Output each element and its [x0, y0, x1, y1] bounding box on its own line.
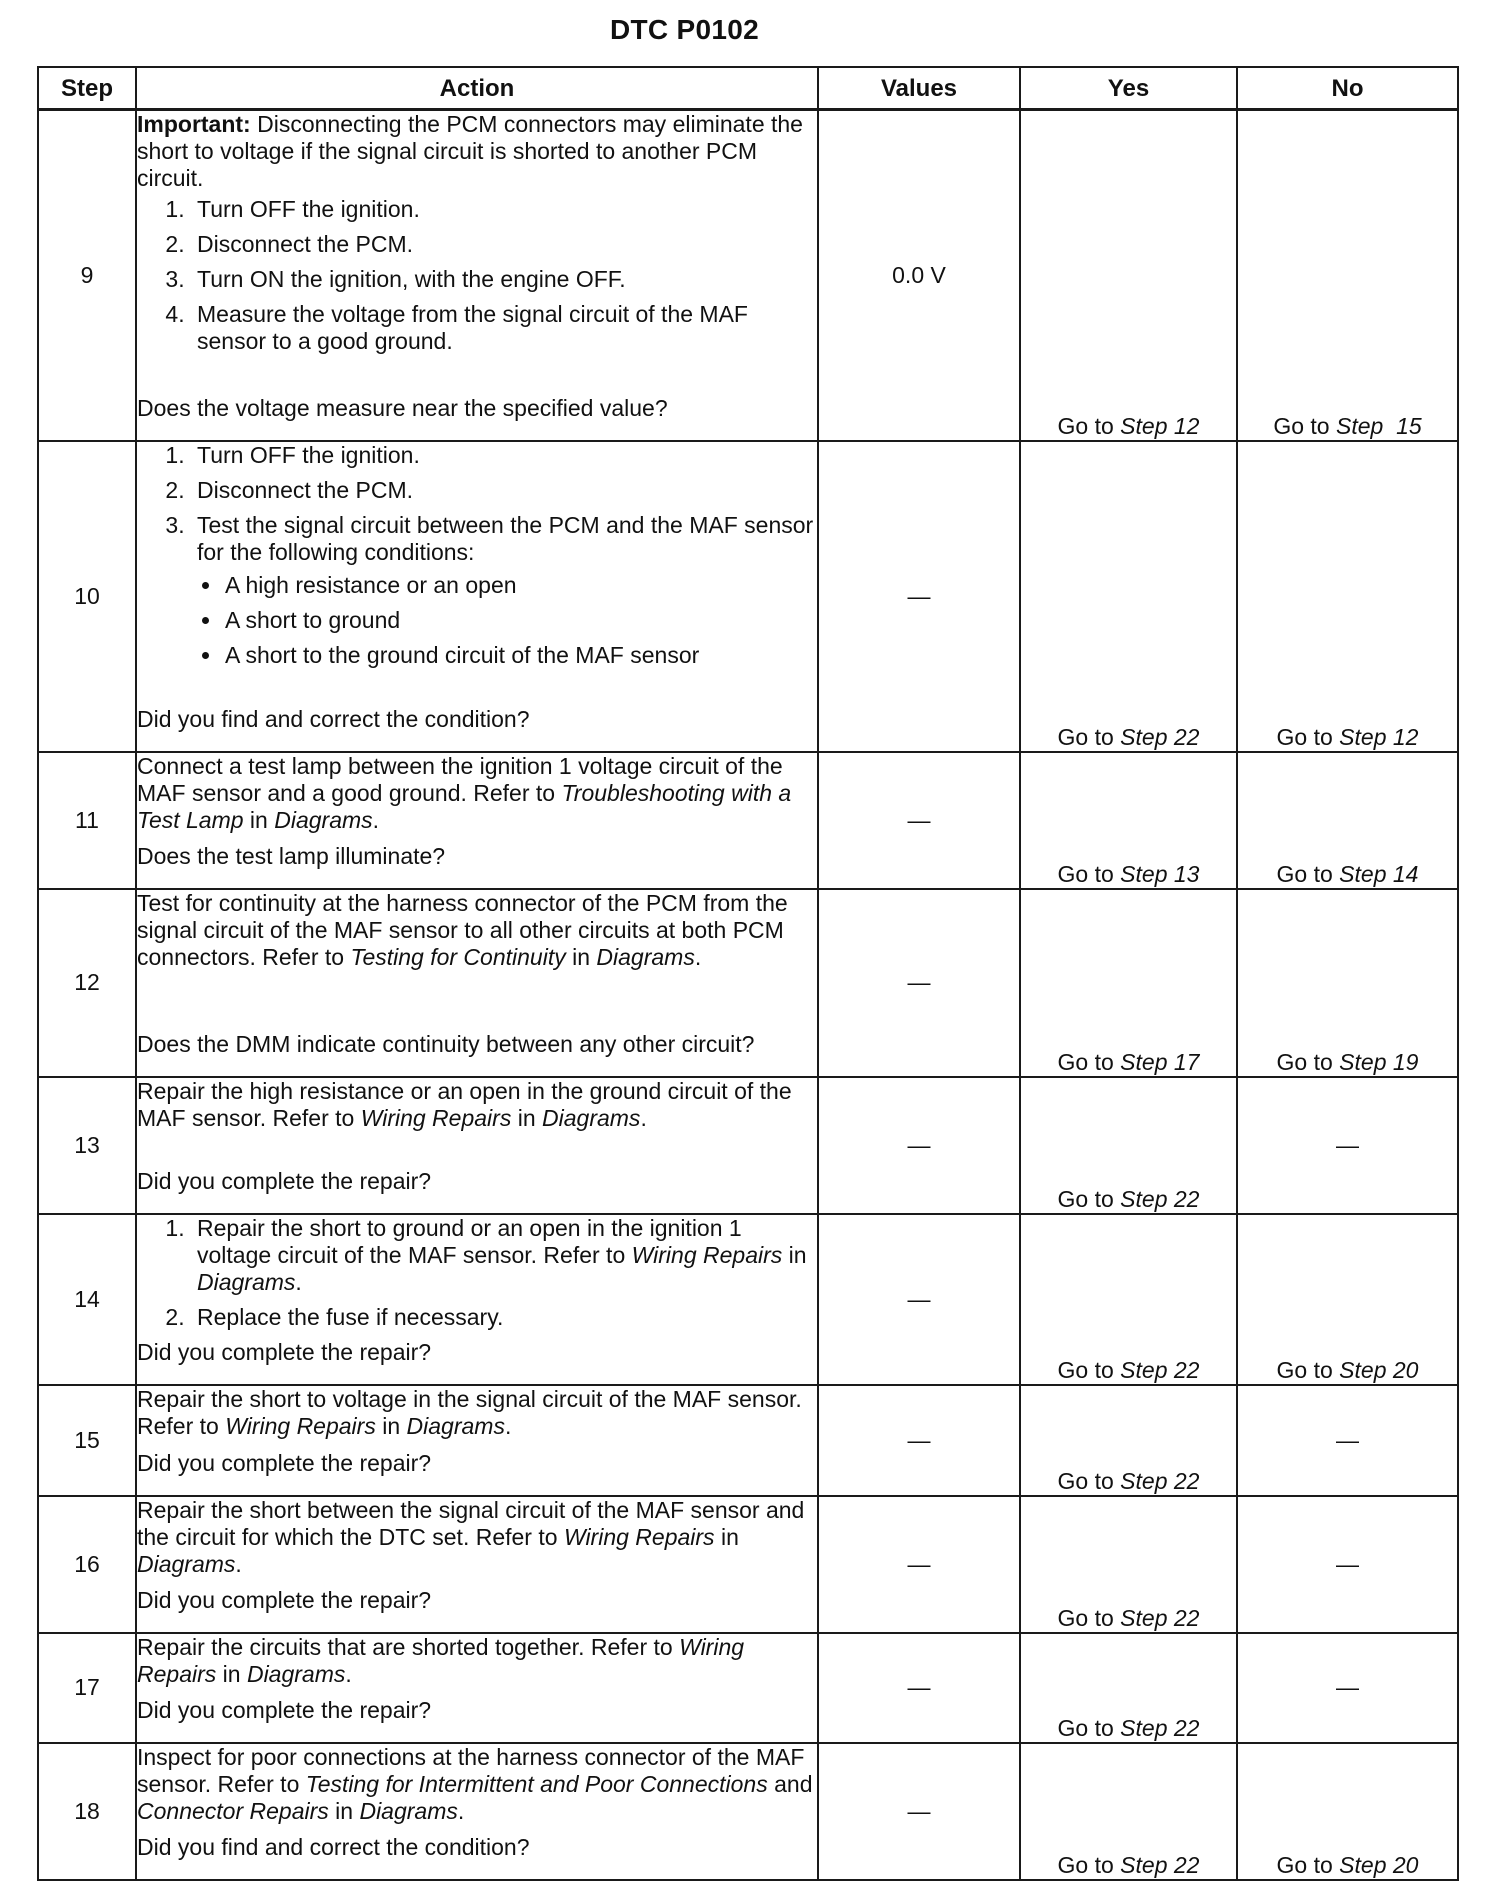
action-text-part: Repair the short to ground or an open in the ignition 1 voltage circuit of the MAF sensor. Refer to [197, 1214, 742, 1268]
action-step: 1. Turn OFF the ignition. [191, 196, 817, 223]
action-text-part: . [345, 1660, 352, 1687]
action-cell [136, 1633, 818, 1743]
column-header-step: Step [38, 67, 136, 110]
action-cell [136, 1496, 818, 1633]
condition-item: • A short to ground [223, 607, 817, 634]
action-text-part: . [372, 806, 380, 833]
value-cell: — [818, 1077, 1020, 1214]
no-cell: — [1237, 1496, 1458, 1633]
action-text [137, 753, 817, 834]
table-row [38, 1496, 1458, 1633]
action-cell [136, 110, 818, 441]
action-question: Did you find and correct the condition? [137, 705, 530, 732]
goto-prefix: Go to [1057, 1356, 1121, 1383]
action-question: Did you find and correct the condition? [137, 1833, 530, 1860]
value-cell: — [818, 1496, 1020, 1633]
table-row [38, 1633, 1458, 1743]
reference-link[interactable]: Diagrams [197, 1268, 296, 1295]
action-text-part: . [504, 1412, 512, 1439]
action-step: 2. Replace the fuse if necessary. [191, 1304, 817, 1331]
reference-link[interactable]: Testing for Continuity [350, 943, 566, 970]
column-header-no: No [1237, 67, 1458, 110]
yes-cell [1020, 1077, 1237, 1214]
reference-link[interactable]: Wiring Repairs [563, 1523, 715, 1550]
goto-step-link[interactable]: Step 20 [1339, 1356, 1419, 1383]
value-cell: — [818, 1385, 1020, 1496]
reference-link[interactable]: Diagrams [596, 943, 695, 970]
action-cell [136, 1077, 818, 1214]
action-text [137, 890, 817, 971]
action-text-part: and [767, 1770, 813, 1797]
value-cell: — [818, 1633, 1020, 1743]
action-text [137, 1386, 817, 1440]
action-step: 2. Disconnect the PCM. [191, 477, 817, 504]
reference-link[interactable]: Diagrams [246, 1660, 346, 1687]
no-cell: — [1237, 1077, 1458, 1214]
yes-cell [1020, 889, 1237, 1077]
table-row [38, 441, 1458, 752]
no-cell [1237, 110, 1458, 441]
action-step-text: Test the signal circuit between the PCM and the MAF sensor for the following conditions: [197, 511, 814, 565]
step-number: 9 [38, 110, 136, 441]
action-question: Does the test lamp illuminate? [137, 842, 446, 869]
goto-prefix: Go to [1276, 1356, 1340, 1383]
action-text-part: Test for continuity at the harness connector of the PCM from the signal circuit of the MAF sensor to all other circuits at both PCM connectors. Refer to [137, 889, 788, 970]
action-step [191, 512, 817, 669]
action-text-part: . [457, 1797, 465, 1824]
goto-prefix: Go to [1273, 412, 1336, 439]
step-number: 17 [38, 1633, 136, 1743]
action-text-part: in [565, 943, 597, 970]
goto-prefix: Go to [1057, 860, 1121, 887]
reference-link[interactable]: Troubleshooting with a Test Lamp [137, 779, 792, 833]
action-question: Did you complete the repair? [137, 1696, 432, 1723]
goto-prefix: Go to [1057, 1714, 1121, 1741]
goto-prefix: Go to [1276, 860, 1340, 887]
goto-step-link[interactable]: Step 19 [1339, 1048, 1419, 1075]
action-cell [136, 752, 818, 889]
step-number: 12 [38, 889, 136, 1077]
yes-cell [1020, 1385, 1237, 1496]
condition-item: • A short to the ground circuit of the MAF sensor [223, 642, 817, 669]
no-cell: — [1237, 1385, 1458, 1496]
goto-step-link[interactable]: Step 12 [1339, 723, 1419, 750]
action-text-part: . [295, 1268, 302, 1295]
action-question: Did you complete the repair? [137, 1586, 432, 1613]
action-text [137, 1497, 817, 1578]
goto-step-link[interactable]: Step 14 [1339, 860, 1419, 887]
goto-prefix: Go to [1057, 1185, 1121, 1212]
goto-step-link[interactable]: Step 20 [1339, 1851, 1419, 1878]
table-header-row [38, 67, 1458, 110]
value-cell: — [818, 752, 1020, 889]
step-number: 18 [38, 1743, 136, 1880]
action-cell [136, 1743, 818, 1880]
goto-step-link[interactable]: Step 12 [1120, 412, 1200, 439]
yes-cell [1020, 1633, 1237, 1743]
action-cell [136, 889, 818, 1077]
goto-step-link[interactable]: Step 15 [1335, 412, 1422, 439]
reference-link[interactable]: Wiring Repairs [360, 1104, 512, 1131]
action-cell [136, 441, 818, 752]
action-step: 2. Disconnect the PCM. [191, 231, 817, 258]
no-cell [1237, 1743, 1458, 1880]
value-cell: — [818, 1743, 1020, 1880]
table-row [38, 110, 1458, 441]
important-note [137, 111, 817, 192]
no-cell [1237, 752, 1458, 889]
action-question: Did you complete the repair? [137, 1167, 432, 1194]
goto-prefix: Go to [1057, 1048, 1121, 1075]
reference-link[interactable]: Wiring Repairs [137, 1633, 745, 1687]
diagnostic-table [37, 66, 1459, 1881]
table-row [38, 889, 1458, 1077]
goto-step-link[interactable]: Step 22 [1120, 1185, 1200, 1212]
reference-link[interactable]: Connector Repairs [137, 1797, 329, 1824]
no-cell [1237, 1214, 1458, 1385]
action-question: Does the DMM indicate continuity between any other circuit? [137, 1030, 755, 1057]
action-steps [137, 196, 817, 363]
action-text-part: in [511, 1104, 543, 1131]
action-cell [136, 1214, 818, 1385]
table-row [38, 1077, 1458, 1214]
action-steps [137, 1215, 817, 1339]
action-text-part: in [243, 806, 275, 833]
column-header-action: Action [136, 67, 818, 110]
condition-list [197, 572, 817, 669]
step-number: 10 [38, 441, 136, 752]
value-cell: — [818, 1214, 1020, 1385]
reference-link[interactable]: Wiring Repairs [631, 1241, 783, 1268]
goto-step-link[interactable]: Step 22 [1120, 723, 1200, 750]
table-row [38, 752, 1458, 889]
step-number: 14 [38, 1214, 136, 1385]
step-number: 13 [38, 1077, 136, 1214]
reference-link[interactable]: Diagrams [406, 1412, 505, 1439]
action-text-part: in [375, 1412, 407, 1439]
yes-cell [1020, 1743, 1237, 1880]
value-cell: — [818, 441, 1020, 752]
action-step: 3. Turn ON the ignition, with the engine OFF. [191, 266, 817, 293]
goto-step-link[interactable]: Step 22 [1120, 1604, 1200, 1631]
table-row [38, 1385, 1458, 1496]
goto-prefix: Go to [1057, 1851, 1121, 1878]
column-header-values: Values [818, 67, 1020, 110]
action-text-part: Repair the short between the signal circuit of the MAF sensor and the circuit for which the DTC set. Refer to [137, 1496, 805, 1550]
yes-cell [1020, 1214, 1237, 1385]
action-text [137, 1078, 817, 1132]
goto-step-link[interactable]: Step 22 [1120, 1356, 1200, 1383]
action-text-part: . [235, 1550, 242, 1577]
action-text-part: in [216, 1660, 247, 1687]
action-text-part: . [694, 943, 702, 970]
goto-step-link[interactable]: Step 22 [1120, 1467, 1200, 1494]
goto-prefix: Go to [1276, 1851, 1340, 1878]
yes-cell [1020, 1496, 1237, 1633]
goto-step-link[interactable]: Step 17 [1120, 1048, 1200, 1075]
step-number: 15 [38, 1385, 136, 1496]
action-text-part: in [328, 1797, 360, 1824]
yes-cell [1020, 110, 1237, 441]
value-cell: 0.0 V [818, 110, 1020, 441]
action-text-part: . [640, 1104, 647, 1131]
column-header-yes: Yes [1020, 67, 1237, 110]
action-text-part: Connect a test lamp between the ignition 1 voltage circuit of the MAF sensor and a good ground. Refer to [137, 752, 783, 806]
goto-step-link[interactable]: Step 13 [1120, 860, 1200, 887]
no-cell [1237, 441, 1458, 752]
goto-step-link[interactable]: Step 22 [1120, 1851, 1200, 1878]
action-text [137, 1634, 817, 1688]
goto-prefix: Go to [1276, 723, 1340, 750]
goto-prefix: Go to [1276, 1048, 1340, 1075]
action-step: 1. Turn OFF the ignition. [191, 442, 817, 469]
reference-link[interactable]: Diagrams [542, 1104, 641, 1131]
action-question: Does the voltage measure near the specified value? [137, 395, 668, 421]
reference-link[interactable]: Wiring Repairs [225, 1412, 376, 1439]
important-text: Disconnecting the PCM connectors may eliminate the short to voltage if the signal circuit is shorted to another PCM circuit. [137, 111, 803, 191]
goto-step-link[interactable]: Step 22 [1120, 1714, 1200, 1741]
table-row [38, 1214, 1458, 1385]
action-text-part: Repair the short to voltage in the signal circuit of the MAF sensor. Refer to [137, 1385, 802, 1439]
goto-prefix: Go to [1057, 1467, 1121, 1494]
action-question: Did you complete the repair? [137, 1338, 432, 1365]
important-label: Important: [137, 111, 251, 137]
page-title: DTC P0102 [610, 14, 759, 45]
no-cell: — [1237, 1633, 1458, 1743]
action-step: 4. Measure the voltage from the signal circuit of the MAF sensor to a good ground. [191, 301, 817, 355]
reference-link[interactable]: Diagrams [359, 1797, 458, 1824]
action-steps [137, 442, 817, 677]
action-text-part: in [782, 1241, 807, 1268]
action-question: Did you complete the repair? [137, 1449, 432, 1476]
reference-link[interactable]: Testing for Intermittent and Poor Connections [305, 1770, 768, 1797]
action-step [191, 1215, 817, 1296]
no-cell [1237, 889, 1458, 1077]
step-number: 16 [38, 1496, 136, 1633]
goto-prefix: Go to [1057, 1604, 1121, 1631]
action-text-part: Repair the circuits that are shorted together. Refer to [137, 1633, 680, 1660]
goto-prefix: Go to [1057, 412, 1121, 439]
action-text-part: in [714, 1523, 739, 1550]
goto-prefix: Go to [1057, 723, 1121, 750]
yes-cell [1020, 752, 1237, 889]
value-cell: — [818, 889, 1020, 1077]
step-number: 11 [38, 752, 136, 889]
yes-cell [1020, 441, 1237, 752]
action-cell [136, 1385, 818, 1496]
table-row [38, 1743, 1458, 1880]
action-text [137, 1744, 817, 1825]
condition-item: • A high resistance or an open [223, 572, 817, 599]
action-text-part: Inspect for poor connections at the harness connector of the MAF sensor. Refer to [137, 1743, 805, 1797]
reference-link[interactable]: Diagrams [274, 806, 373, 833]
action-text-part: Repair the high resistance or an open in the ground circuit of the MAF sensor. Refer to [137, 1077, 792, 1131]
reference-link[interactable]: Diagrams [137, 1550, 236, 1577]
